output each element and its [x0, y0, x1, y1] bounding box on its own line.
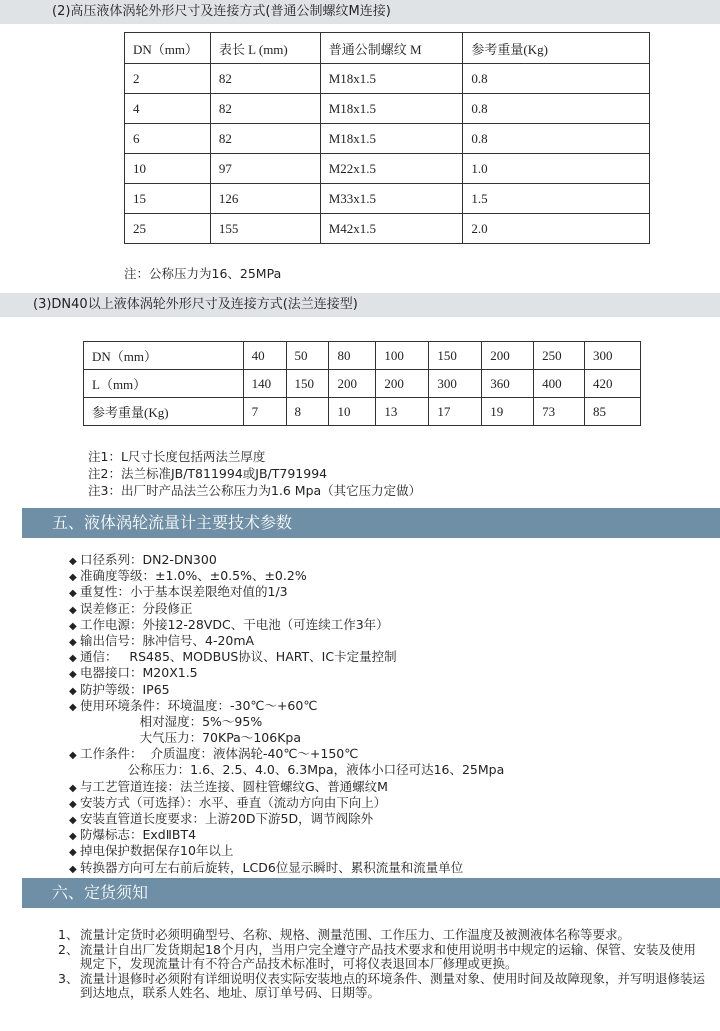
spec-item [69, 762, 504, 778]
spec-text: 安装方式（可选择）：水平、垂直（流动方向由下向上） [80, 794, 387, 810]
table-cell: 1.0 [463, 154, 650, 184]
order-note-text: 流量计自出厂发货期起18个月内，当用户完全遵守产品技术要求和使用说明书中规定的运输、保管、安装及使用规定下，发现流量计有不符合产品技术标准时，可将仪表退回本厂修理或更换。 [80, 941, 696, 971]
section3-title-bar [0, 293, 720, 317]
flange-dimension-table [83, 341, 641, 426]
spec-item [69, 714, 504, 730]
table-cell: 82 [210, 94, 320, 124]
table-cell: 100 [376, 342, 429, 370]
table-cell: 2.0 [463, 214, 650, 244]
section6-title: 六、定货须知 [52, 883, 149, 902]
table-cell: 25 [125, 214, 211, 244]
order-note-text: 流量计定货时必须明确型号、名称、规格、测量范围、工作压力、工作温度及被测液体名称等要求。 [80, 927, 631, 942]
table-cell: M18x1.5 [320, 94, 463, 124]
spec-item [69, 795, 504, 811]
table-cell: 73 [534, 398, 585, 426]
table-cell: M33x1.5 [320, 184, 463, 214]
row-label-cell: L（mm） [84, 370, 244, 398]
order-note-text: 流量计退修时必须附有详细说明仪表实际安装地点的环境条件、测量对象、使用时间及故障现象，并写明退修装运到达地点，联系人姓名、地址、原订单号码、日期等。 [80, 970, 706, 1000]
table-cell: 17 [429, 398, 482, 426]
table-row [125, 124, 650, 154]
section6-title-bar [22, 878, 720, 908]
table-row [84, 398, 641, 426]
table-cell: 200 [482, 342, 534, 370]
table-cell: 15 [125, 184, 211, 214]
diamond-bullet-icon: ◆ [69, 636, 77, 648]
table-cell: 10 [125, 154, 211, 184]
section3-title: (3)DN40以上液体涡轮外形尺寸及连接方式(法兰连接型) [33, 297, 358, 312]
section5-title-bar [22, 508, 720, 538]
section2-title-bar [0, 0, 720, 24]
table-cell: 8 [286, 398, 329, 426]
spec-text: 误差修正：分段修正 [80, 600, 193, 616]
order-note-item [58, 972, 708, 1001]
diamond-bullet-icon: ◆ [69, 701, 77, 713]
table-cell: 0.8 [463, 124, 650, 154]
diamond-bullet-icon: ◆ [69, 847, 77, 859]
table-cell: 150 [286, 370, 329, 398]
table-row [125, 64, 650, 94]
order-note-number: 3、 [58, 970, 79, 986]
spec-text: 安装直管道长度要求：上游20D下游5D，调节阀除外 [80, 811, 374, 826]
spec-text: 防护等级：IP65 [80, 681, 170, 697]
table-row [84, 342, 641, 370]
section3-note-1: 注1：L尺寸长度包括两法兰厚度 [88, 449, 266, 464]
table-cell: M22x1.5 [320, 154, 463, 184]
table-cell: M18x1.5 [320, 124, 463, 154]
table-cell: 40 [243, 342, 286, 370]
table-cell: 360 [482, 370, 534, 398]
diamond-bullet-icon: ◆ [69, 604, 77, 616]
diamond-bullet-icon: ◆ [69, 685, 77, 697]
table-cell: 6 [125, 124, 211, 154]
table-cell: 200 [329, 370, 376, 398]
row-label-cell: DN（mm） [84, 342, 244, 370]
diamond-bullet-icon: ◆ [69, 572, 77, 584]
table-cell: 420 [585, 370, 641, 398]
spec-text: 与工艺管道连接：法兰连接、圆柱管螺纹G、普通螺纹M [80, 778, 388, 794]
spec-text: 使用环境条件：环境温度：-30℃～+60℃ [80, 697, 318, 713]
spec-text: 重复性：小于基本误差限绝对值的1/3 [80, 584, 288, 600]
row-label-cell: 参考重量(Kg) [84, 398, 244, 426]
table-cell: 7 [243, 398, 286, 426]
section3-note-3: 注3：出厂时产品法兰公称压力为1.6 Mpa（其它压力定做） [88, 483, 422, 498]
spec-text: 工作电源：外接12-28VDC、干电池（可连续工作3年） [80, 616, 389, 632]
table-cell: 85 [585, 398, 641, 426]
section3-note-2: 注2：法兰标准JB/T811994或JB/T791994 [88, 466, 328, 481]
table-cell: 80 [329, 342, 376, 370]
table-cell: 1.5 [463, 184, 650, 214]
spec-item [69, 811, 504, 827]
table-cell: 0.8 [463, 94, 650, 124]
diamond-bullet-icon: ◆ [69, 556, 77, 567]
spec-item [69, 730, 504, 746]
spec-item [69, 552, 504, 568]
order-note-item [58, 943, 708, 972]
table-header-row [125, 33, 650, 64]
table-header-cell: 表长 L (mm) [210, 33, 320, 64]
spec-item [69, 649, 504, 665]
diamond-bullet-icon: ◆ [69, 782, 77, 794]
spec-text: 口径系列：DN2-DN300 [80, 552, 217, 567]
table-cell: 4 [125, 94, 211, 124]
spec-text: 相对湿度：5%～95% [80, 713, 263, 729]
spec-item [69, 601, 504, 617]
table-cell: 155 [210, 214, 320, 244]
table-cell: 82 [210, 64, 320, 94]
section2-note: 注：公称压力为16、25MPa [124, 266, 282, 281]
order-note-number: 2、 [58, 941, 79, 957]
table-cell: 13 [376, 398, 429, 426]
table-cell: 2 [125, 64, 211, 94]
spec-text: 输出信号：脉冲信号、4-20mA [80, 632, 255, 648]
table-row [125, 94, 650, 124]
table-cell: 300 [585, 342, 641, 370]
table-cell: 19 [482, 398, 534, 426]
spec-text: 转换器方向可左右前后旋转，LCD6位显示瞬时、累积流量和流量单位 [80, 859, 464, 875]
spec-item [69, 682, 504, 698]
diamond-bullet-icon: ◆ [69, 815, 77, 826]
spec-text: 公称压力：1.6、2.5、4.0、6.3Mpa，液体小口径可达16、25Mpa [80, 762, 505, 778]
diamond-bullet-icon: ◆ [69, 750, 77, 762]
table-cell: 200 [376, 370, 429, 398]
spec-text: 掉电保护数据保存10年以上 [80, 843, 234, 859]
high-pressure-dimension-table [124, 32, 650, 244]
table-cell: 0.8 [463, 64, 650, 94]
section2-title: (2)高压液体涡轮外形尺寸及连接方式(普通公制螺纹M连接) [52, 4, 391, 19]
spec-text: 电器接口：M20X1.5 [80, 665, 198, 681]
table-row [84, 370, 641, 398]
table-cell: M42x1.5 [320, 214, 463, 244]
table-cell: 10 [329, 398, 376, 426]
ordering-notes-list [58, 928, 708, 1001]
spec-item [69, 617, 504, 633]
table-cell: 126 [210, 184, 320, 214]
table-cell: 140 [243, 370, 286, 398]
spec-text: 防爆标志：ExdⅡBT4 [80, 827, 197, 843]
table-row [125, 184, 650, 214]
table-cell: 400 [534, 370, 585, 398]
spec-item [69, 633, 504, 649]
table-header-cell: 参考重量(Kg) [463, 33, 650, 64]
spec-item [69, 860, 504, 876]
diamond-bullet-icon: ◆ [69, 798, 77, 810]
table-cell: 150 [429, 342, 482, 370]
spec-item [69, 779, 504, 795]
spec-item [69, 665, 504, 681]
spec-item [69, 698, 504, 714]
diamond-bullet-icon: ◆ [69, 863, 77, 875]
diamond-bullet-icon: ◆ [69, 653, 77, 665]
table-cell: 250 [534, 342, 585, 370]
spec-text: 工作条件： 介质温度：液体涡轮-40℃～+150℃ [80, 746, 359, 762]
table-cell: M18x1.5 [320, 64, 463, 94]
table-header-cell: 普通公制螺纹 M [320, 33, 463, 64]
order-note-number: 1、 [58, 927, 79, 942]
spec-item [69, 843, 504, 859]
diamond-bullet-icon: ◆ [69, 588, 77, 600]
order-note-item [58, 928, 708, 943]
spec-item [69, 827, 504, 843]
spec-item [69, 746, 504, 762]
table-cell: 82 [210, 124, 320, 154]
table-cell: 50 [286, 342, 329, 370]
diamond-bullet-icon: ◆ [69, 831, 77, 843]
table-row [125, 154, 650, 184]
diamond-bullet-icon: ◆ [69, 669, 77, 681]
table-header-cell: DN（mm） [125, 33, 211, 64]
spec-item [69, 568, 504, 584]
section5-title: 五、液体涡轮流量计主要技术参数 [52, 513, 293, 532]
technical-parameters-list [69, 552, 504, 876]
spec-text: 准确度等级：±1.0%、±0.5%、±0.2% [80, 568, 307, 584]
spec-item [69, 584, 504, 600]
table-cell: 97 [210, 154, 320, 184]
table-cell: 300 [429, 370, 482, 398]
spec-text: 大气压力：70KPa～106Kpa [80, 730, 301, 746]
diamond-bullet-icon: ◆ [69, 620, 77, 632]
spec-text: 通信： RS485、MODBUS协议、HART、IC卡定量控制 [80, 649, 397, 665]
table-row [125, 214, 650, 244]
